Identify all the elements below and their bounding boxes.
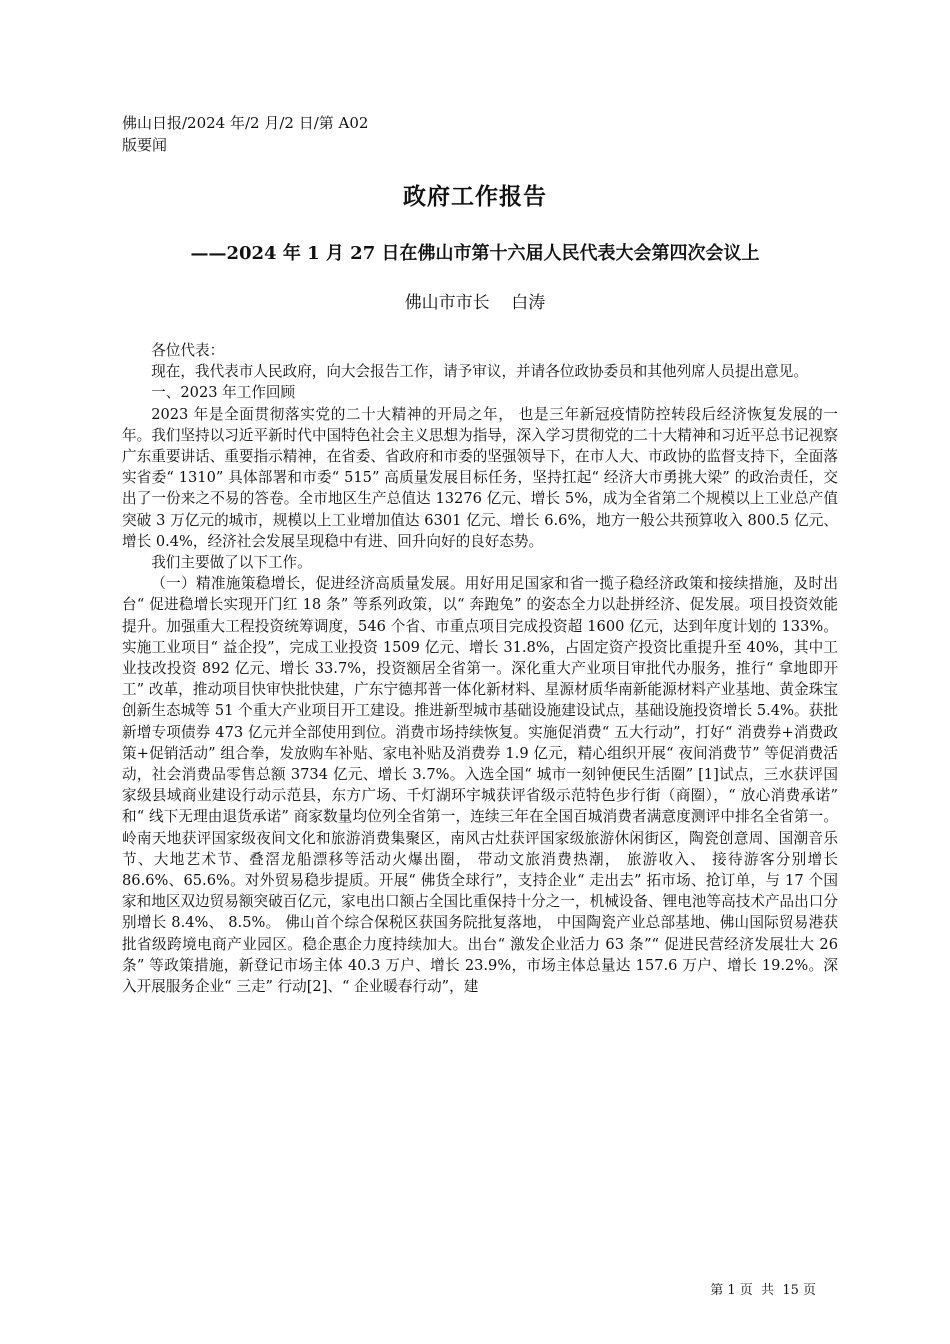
section-heading: 一、2023 年工作回顾: [151, 384, 296, 402]
document-author: 佛山市市长 白涛: [404, 293, 546, 313]
paragraph-review: 2023 年是全面贯彻落实党的二十大精神的开局之年， 也是三年新冠疫情防控转段后经济恢复发展的一年。我们坚持以习近平新时代中国特色社会主义思想为指导，深入学习贯彻党的二十大精神和习近平总书记视察广东重要讲话、重要指示精神，在省委、省政府和市委的坚强领导下，在市人大、市政协的监督支持下，全面落实省委“ 1310” 具体部署和市委“ 515” 高质量发展目标任务，坚持扛起“ 经济大市勇挑大梁” 的政治责任，交出了一份来之不易的答卷。全市地区生产总值达 13276 亿元、增长 5%，成为全省第二个规模以上工业总产值突破 3 万亿元的城市，规模以上工业增加值达 6301 亿元、增长 6.6%，地方一般公共预算收入 800.5 亿元、增长 0.4%，经济社会发展呈现稳中有进、回升向好的良好态势。: [122, 405, 838, 550]
source-line-1: 佛山日报/2024 年/2 月/2 日/第 A02: [122, 114, 369, 132]
paragraph-intro: 现在，我代表市人民政府，向大会报告工作，请予审议，并请各位政协委员和其他列席人员提出意见。: [151, 363, 808, 381]
page-footer: 第 1 页 共 15 页: [710, 1283, 816, 1298]
paragraph-salutation: 各位代表：: [151, 342, 225, 359]
source-line-2: 版要闻: [122, 136, 168, 154]
document-subtitle: ——2024 年 1 月 27 日在佛山市第十六届人民代表大会第四次会议上: [190, 243, 760, 264]
document-body: [122, 340, 838, 997]
paragraph-growth: （一）精准施策稳增长，促进经济高质量发展。用好用足国家和省一揽子稳经济政策和接续措施，及时出台“ 促进稳增长实现开门红 18 条” 等系列政策，以“ 奔跑兔” 的姿态全力以赴拼经济、促发展。项目投资效能提升。加强重大工程投资统筹调度，546 个省、市重点项目完成投资超 1600 亿元，达到年度计划的 133%。实施工业项目“ 益企投”，完成工业投资 1509 亿元、增长 31.8%，占固定资产投资比重提升至 40%，其中工业技改投资 892 亿元、增长 33.7%，投资额居全省第一。深化重大产业项目审批代办服务，推行“ 拿地即开工” 改革，推动项目快审快批快建，广东宁德邦普一体化新材料、星源材质华南新能源材料产业基地、黄金珠宝创新生态城等 51 个重大产业项目开工建设。推进新型城市基础设施建设试点，基础设施投资增长 5.4%。获批新增专项债券 473 亿元并全部使用到位。消费市场持续恢复。实施促消费“ 五大行动”，打好“ 消费券+消费政策+促销活动” 组合拳，发放购车补贴、家电补贴及消费券 1.9 亿元，精心组织开展“ 夜间消费节” 等促消费活动，社会消费品零售总额 3734 亿元、增长 3.7%。入选全国“ 城市一刻钟便民生活圈” [1]试点，三水获评国家级县域商业建设行动示范县，东方广场、千灯湖环宇城获评省级示范特色步行街（商圈），“ 放心消费承诺” 和“ 线下无理由退货承诺” 商家数量均位列全省第一，连续三年在全国百城消费者满意度测评中排名全省第一。岭南天地获评国家级夜间文化和旅游消费集聚区，南风古灶获评国家级旅游休闲街区，陶瓷创意周、国潮音乐节、大地艺术节、叠滘龙船漂移等活动火爆出圈， 带动文旅消费热潮， 旅游收入、 接待游客分别增长 86.6%、65.6%。对外贸易稳步提质。开展“ 佛货全球行”，支持企业“ 走出去” 拓市场、抢订单，与 17 个国家和地区双边贸易额突破百亿元，家电出口额占全国比重保持十分之一，机械设备、锂电池等高技术产品出口分别增长 8.4%、 8.5%。 佛山首个综合保税区获国务院批复落地， 中国陶瓷产业总部基地、佛山国际贸易港获批省级跨境电商产业园区。稳企惠企力度持续加大。出台“ 激发企业活力 63 条”“ 促进民营经济发展壮大 26 条” 等政策措施，新登记市场主体 40.3 万户、增长 23.9%，市场主体总量达 157.6 万户、增长 19.2%。深入开展服务企业“ 三走” 行动[2]、“ 企业暖春行动”，建: [122, 575, 838, 996]
source-info: [122, 112, 522, 156]
paragraph-work-intro: 我们主要做了以下工作。: [151, 554, 312, 572]
document-title: 政府工作报告: [403, 183, 547, 210]
